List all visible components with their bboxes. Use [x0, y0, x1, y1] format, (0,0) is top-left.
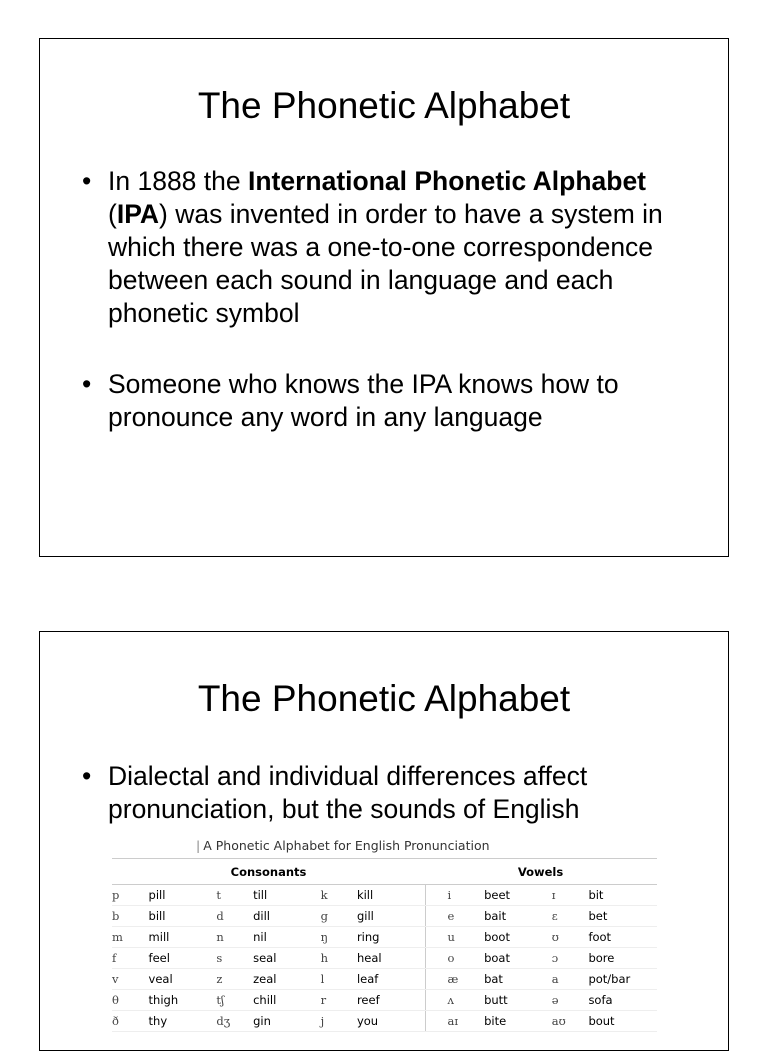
example-word-cell: beet [484, 885, 552, 906]
example-word-cell: bill [149, 906, 217, 927]
vowels-header: Vowels [425, 859, 657, 885]
phonetic-symbol-cell: z [216, 969, 253, 990]
phonetic-symbol-cell: n [216, 927, 253, 948]
bullet-1-text-pre: In 1888 the [108, 166, 248, 196]
slide-2-bullet-1 [82, 760, 698, 826]
phonetic-symbol-cell: ŋ [321, 927, 357, 948]
phonetic-symbol-cell: dʒ [216, 1011, 253, 1032]
bullet-1-text-mid: ( [108, 199, 117, 229]
table-row [112, 990, 657, 1011]
phonetic-symbol-cell: θ [112, 990, 149, 1011]
example-word-cell: pill [149, 885, 217, 906]
phonetic-symbol-cell: aɪ [425, 1011, 484, 1032]
bullet-marker: • [82, 369, 92, 399]
phonetic-symbol-cell: b [112, 906, 149, 927]
example-word-cell: chill [253, 990, 321, 1011]
example-word-cell: seal [253, 948, 321, 969]
example-word-cell: foot [588, 927, 657, 948]
bullet-1-bold-ipa: IPA [116, 199, 160, 229]
bullet-marker: • [82, 166, 92, 196]
phonetic-symbol-cell: h [321, 948, 357, 969]
example-word-cell: thy [149, 1011, 217, 1032]
example-word-cell: kill [357, 885, 425, 906]
table-caption [112, 837, 657, 855]
phonetic-symbol-cell: t [216, 885, 253, 906]
phonetic-symbol-cell: j [321, 1011, 357, 1032]
phonetic-symbol-cell: l [321, 969, 357, 990]
bullet-2-text: Someone who knows the IPA knows how to pronounce any word in any language [108, 369, 619, 432]
consonants-header: Consonants [112, 859, 425, 885]
slide-1 [39, 38, 729, 557]
example-word-cell: till [253, 885, 321, 906]
example-word-cell: heal [357, 948, 425, 969]
example-word-cell: zeal [253, 969, 321, 990]
phonetic-symbol-cell: g [321, 906, 357, 927]
example-word-cell: feel [149, 948, 217, 969]
example-word-cell: pot/bar [588, 969, 657, 990]
example-word-cell: boat [484, 948, 552, 969]
phonetic-symbol-cell: d [216, 906, 253, 927]
example-word-cell: butt [484, 990, 552, 1011]
example-word-cell: thigh [149, 990, 217, 1011]
caption-text: A Phonetic Alphabet for English Pronunciation [203, 838, 490, 853]
table-header-row [112, 859, 657, 885]
phonetic-alphabet-table [112, 858, 657, 1032]
phonetic-symbol-cell: tʃ [216, 990, 253, 1011]
example-word-cell: bore [588, 948, 657, 969]
slide-1-title: The Phonetic Alphabet [197, 85, 571, 126]
slide-2-title: The Phonetic Alphabet [197, 678, 571, 719]
example-word-cell: mill [149, 927, 217, 948]
phonetic-symbol-cell: u [425, 927, 484, 948]
example-word-cell: nil [253, 927, 321, 948]
slide-2-bullet-1-text: Dialectal and individual differences affect pronunciation, but the sounds of English [108, 761, 588, 824]
phonetic-symbol-cell: ɪ [552, 885, 589, 906]
slide-1-bullet-1 [82, 165, 698, 330]
phonetic-alphabet-table-figure [112, 837, 657, 1032]
phonetic-symbol-cell: ɛ [552, 906, 589, 927]
bullet-1-bold-ipa-name: International Phonetic Alphabet [247, 166, 647, 196]
table-row [112, 1011, 657, 1032]
example-word-cell: gin [253, 1011, 321, 1032]
phonetic-symbol-cell: f [112, 948, 149, 969]
example-word-cell: bat [484, 969, 552, 990]
example-word-cell: bet [588, 906, 657, 927]
phonetic-symbol-cell: v [112, 969, 149, 990]
bullet-1-text-post: ) was invented in order to have a system in which there was a one-to-one correspondence between each sound in language and each phonetic symbol [108, 199, 663, 328]
example-word-cell: sofa [588, 990, 657, 1011]
table-body [112, 885, 657, 1032]
phonetic-symbol-cell: ʊ [552, 927, 589, 948]
example-word-cell: dill [253, 906, 321, 927]
example-word-cell: bait [484, 906, 552, 927]
phonetic-symbol-cell: k [321, 885, 357, 906]
example-word-cell: veal [149, 969, 217, 990]
slide-2-bullet-list [82, 760, 698, 826]
phonetic-symbol-cell: i [425, 885, 484, 906]
phonetic-symbol-cell: aʊ [552, 1011, 589, 1032]
slide-2 [39, 631, 729, 1051]
example-word-cell: leaf [357, 969, 425, 990]
example-word-cell: ring [357, 927, 425, 948]
example-word-cell: you [357, 1011, 425, 1032]
table-row [112, 948, 657, 969]
example-word-cell: bit [588, 885, 657, 906]
example-word-cell: bout [588, 1011, 657, 1032]
slide-1-bullet-2 [82, 368, 698, 434]
phonetic-symbol-cell: o [425, 948, 484, 969]
table-row [112, 927, 657, 948]
phonetic-symbol-cell: e [425, 906, 484, 927]
phonetic-symbol-cell: ɔ [552, 948, 589, 969]
phonetic-symbol-cell: m [112, 927, 149, 948]
phonetic-symbol-cell: s [216, 948, 253, 969]
table-row [112, 885, 657, 906]
bullet-marker: • [82, 761, 92, 791]
example-word-cell: gill [357, 906, 425, 927]
example-word-cell: boot [484, 927, 552, 948]
table-row [112, 969, 657, 990]
phonetic-symbol-cell: a [552, 969, 589, 990]
phonetic-symbol-cell: r [321, 990, 357, 1011]
example-word-cell: bite [484, 1011, 552, 1032]
caption-bar: | [196, 838, 201, 853]
phonetic-symbol-cell: ð [112, 1011, 149, 1032]
example-word-cell: reef [357, 990, 425, 1011]
phonetic-symbol-cell: ə [552, 990, 589, 1011]
phonetic-symbol-cell: ʌ [425, 990, 484, 1011]
phonetic-symbol-cell: æ [425, 969, 484, 990]
slide-1-bullet-list [82, 165, 698, 434]
phonetic-symbol-cell: p [112, 885, 149, 906]
table-row [112, 906, 657, 927]
